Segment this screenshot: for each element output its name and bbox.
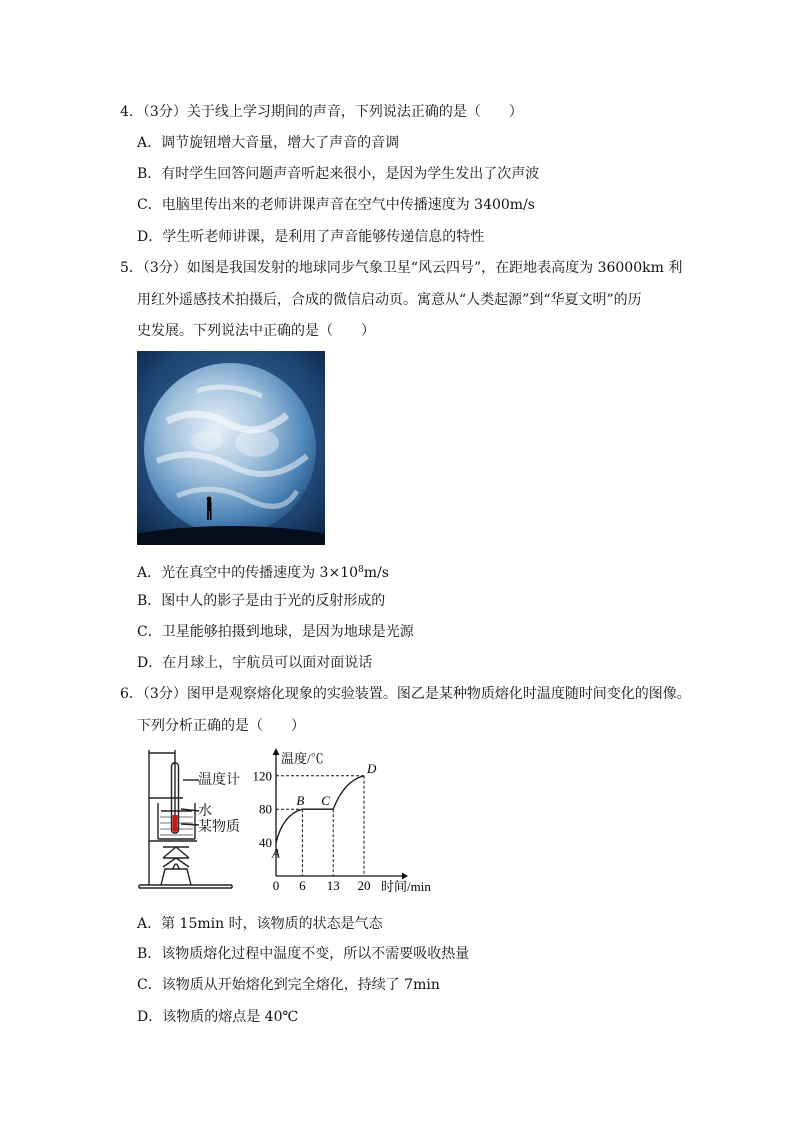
q4-stem: 4．（3分）关于线上学习期间的声音，下列说法正确的是（ ）: [120, 104, 523, 120]
x-tick-label: 13: [326, 878, 340, 893]
y-axis-arrow: [273, 748, 280, 755]
temperature-time-graph: [250, 745, 450, 893]
q5-option-b: B．图中人的影子是由于光的反射形成的: [137, 593, 386, 609]
q5-stem-line3: 史发展。下列说法中正确的是（ ）: [137, 323, 375, 339]
x-tick-label: 20: [357, 878, 371, 893]
q6-option-c: C．该物质从开始熔化到完全熔化，持续了 7min: [137, 977, 440, 993]
q6-option-b: B．该物质熔化过程中温度不变，所以不需要吸收热量: [137, 946, 470, 962]
q6-stem-line2: 下列分析正确的是（ ）: [137, 718, 305, 734]
point-label-c: C: [321, 793, 330, 809]
label-thermometer: 温度计: [198, 772, 240, 788]
y-tick-label: 40: [259, 835, 272, 851]
point-label-a: A: [272, 845, 280, 861]
q5-option-a: A．光在真空中的传播速度为 $3\times 10^8m/s$: [137, 565, 389, 581]
point-label-b: B: [296, 793, 305, 809]
q4-option-b: B．有时学生回答问题声音听起来很小，是因为学生发出了次声波: [137, 166, 540, 182]
y-tick-label: 120: [252, 768, 272, 784]
x-tick-label: 0: [272, 878, 280, 893]
y-axis-label: 温度/℃: [281, 751, 324, 766]
q4-option-d: D．学生听老师讲课，是利用了声音能够传递信息的特性: [137, 229, 485, 245]
q5-option-c: C．卫星能够拍摄到地球，是因为地球是光源: [137, 624, 414, 640]
q6-stem-line1: 6．（3分）图甲是观察熔化现象的实验装置。图乙是某种物质熔化时温度随时间变化的图像。: [120, 686, 691, 702]
label-water: 水: [198, 803, 212, 819]
earth-photo: [137, 351, 325, 545]
point-label-d: D: [367, 760, 377, 776]
x-axis-label: 时间/min: [381, 879, 431, 893]
q5-option-d: D．在月球上，宇航员可以面对面说话: [137, 655, 373, 671]
q5-stem-line1: 5．（3分）如图是我国发射的地球同步气象卫星“风云四号”，在距地表高度为 36000km 利: [120, 260, 683, 276]
q6-option-a: A．第 15min 时，该物质的状态是气态: [137, 916, 383, 932]
q6-option-d: D．该物质的熔点是 40℃: [137, 1009, 299, 1025]
label-substance: 某物质: [198, 819, 240, 835]
q4-option-c: C．电脑里传出来的老师讲课声音在空气中传播速度为 3400m/s: [137, 197, 535, 213]
q5-stem-line2: 用红外遥感技术拍摄后，合成的微信启动页。寓意从“人类起源”到“华夏文明”的历: [137, 292, 642, 308]
q4-option-a: A．调节旋钮增大音量，增大了声音的音调: [137, 135, 400, 151]
y-tick-label: 80: [259, 801, 272, 817]
temperature-curve: [276, 776, 364, 843]
x-tick-label: 6: [299, 878, 306, 893]
